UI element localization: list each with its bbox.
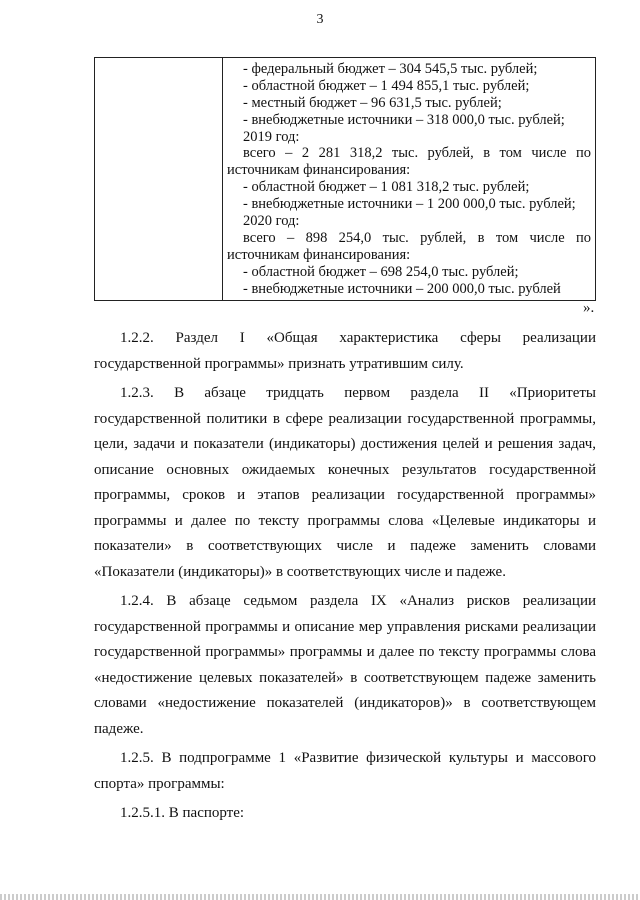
paragraph-line: государственной программы» признать утратившим силу. (94, 355, 464, 372)
table-line: - внебюджетные источники – 1 200 000,0 тыс. рублей; (243, 196, 576, 213)
paragraph-line: цели, задачи и показатели (индикаторы) достижения целей и решения задач, (94, 436, 596, 452)
paragraph-line: программы, сроков и этапов реализации государственной программы» (94, 487, 596, 503)
table-line: всего – 2 281 318,2 тыс. рублей, в том числе по (243, 145, 591, 162)
page-number: 3 (316, 12, 324, 27)
paragraph-line: спорта» программы: (94, 775, 225, 792)
paragraph-1-2-2 (94, 326, 596, 377)
paragraph-line: 1.2.2. Раздел I «Общая характеристика сферы реализации (120, 330, 596, 346)
paragraph-1-2-5 (94, 746, 596, 797)
paragraph-line: словами «недостижение показателей (индикаторов)» в соответствующем (94, 695, 596, 711)
table-left-cell (95, 58, 223, 300)
table-line: - областной бюджет – 1 494 855,1 тыс. рублей; (243, 77, 530, 94)
table-line: 2019 год: (243, 128, 300, 145)
paragraph-line: государственной политики в сфере реализации государственной программы, (94, 410, 596, 427)
body-text (94, 326, 596, 831)
paragraph-line: программы и далее по тексту программы слова «Целевые индикаторы и (94, 512, 596, 529)
table-line: - областной бюджет – 1 081 318,2 тыс. рублей; (243, 179, 530, 196)
paragraph-line: «недостижение целевых показателей» в соответствующем падеже заменить (94, 669, 596, 686)
paragraph-line: государственной программы» программы и далее по тексту программы слова (94, 644, 596, 660)
table-line: - областной бюджет – 698 254,0 тыс. рублей; (243, 263, 519, 280)
paragraph-line: 1.2.5. В подпрограмме 1 «Развитие физической культуры и массового (120, 750, 596, 766)
table-line: - внебюджетные источники – 200 000,0 тыс. рублей (243, 280, 561, 297)
table-line: 2020 год: (243, 213, 300, 230)
table-line: - федеральный бюджет – 304 545,5 тыс. рублей; (243, 61, 538, 77)
paragraph-1-2-3 (94, 381, 596, 585)
paragraph-line: государственной программы и описание мер управления рисками реализации (94, 618, 596, 635)
paragraph-1-2-4 (94, 589, 596, 742)
paragraph-line: 1.2.5.1. В паспорте: (120, 805, 245, 821)
closing-quote: ». (583, 300, 595, 316)
table-line: - местный бюджет – 96 631,5 тыс. рублей; (243, 94, 502, 111)
paragraph-line: «Показатели (индикаторы)» в соответствующих числе и падеже. (94, 563, 506, 580)
paragraph-line: 1.2.3. В абзаце тридцать первом раздела II «Приоритеты (120, 385, 596, 401)
passport-table (94, 57, 596, 301)
table-line: источникам финансирования: (227, 162, 411, 179)
table-right-cell (223, 61, 597, 297)
table-line: всего – 898 254,0 тыс. рублей, в том числе по (243, 229, 591, 246)
paragraph-line: падеже. (94, 720, 144, 737)
scan-edge (0, 894, 640, 900)
table-line: источникам финансирования: (227, 246, 411, 263)
paragraph-1-2-5-1 (94, 801, 596, 827)
paragraph-line: описание основных ожидаемых конечных результатов государственной (94, 461, 596, 478)
table-line: - внебюджетные источники – 318 000,0 тыс. рублей; (243, 111, 565, 128)
paragraph-line: показатели» в соответствующих числе и падеже заменить словами (94, 538, 596, 554)
paragraph-line: 1.2.4. В абзаце седьмом раздела IX «Анализ рисков реализации (120, 593, 596, 609)
